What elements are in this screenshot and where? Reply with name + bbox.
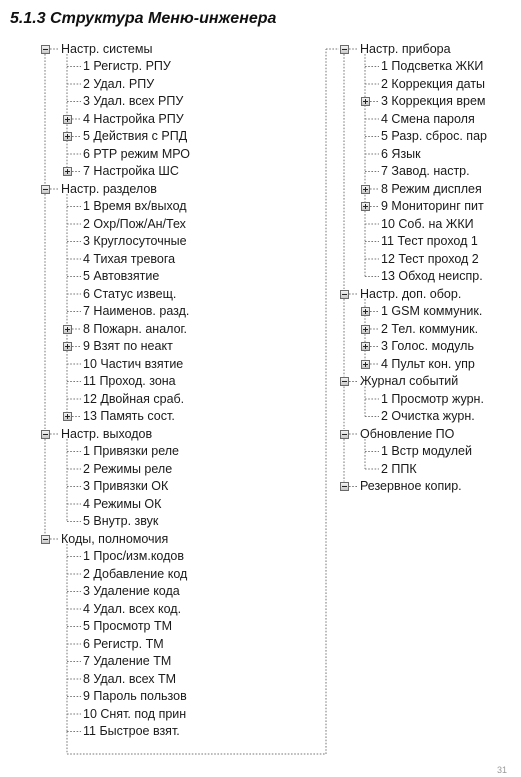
menu-item-2-очистка-журн[interactable]: 2 Очистка журн. xyxy=(381,409,475,423)
menu-group-обновление-по[interactable]: Обновление ПО xyxy=(360,426,455,441)
menu-item-4-пульт-кон-упр[interactable]: 4 Пульт кон. упр xyxy=(381,356,475,371)
expand-toggle-icon[interactable] xyxy=(63,412,72,421)
menu-item-10-снят-под-прин[interactable]: 10 Снят. под прин xyxy=(83,706,187,721)
expand-toggle-icon[interactable] xyxy=(361,360,370,369)
menu-group-резервное-копир[interactable]: Резервное копир. xyxy=(360,479,462,493)
menu-item-4-смена-пароля[interactable]: 4 Смена пароля xyxy=(381,111,475,126)
collapse-toggle-icon[interactable] xyxy=(340,290,349,299)
collapse-toggle-icon[interactable] xyxy=(41,535,50,544)
menu-item-2-коррекция-даты[interactable]: 2 Коррекция даты xyxy=(381,76,486,91)
collapse-toggle-icon[interactable] xyxy=(340,377,349,386)
menu-item-1-подсветка-жки[interactable]: 1 Подсветка ЖКИ xyxy=(381,59,484,73)
menu-item-3-удаление-кода[interactable]: 3 Удаление кода xyxy=(83,584,180,598)
menu-item-11-тест-проход-1[interactable]: 11 Тест проход 1 xyxy=(381,234,478,248)
menu-item-12-тест-проход-2[interactable]: 12 Тест проход 2 xyxy=(381,251,479,266)
menu-item-7-наименов-разд[interactable]: 7 Наименов. разд. xyxy=(83,304,190,318)
menu-item-4-режимы-ок[interactable]: 4 Режимы ОК xyxy=(83,496,162,511)
menu-item-3-привязки-ок[interactable]: 3 Привязки ОК xyxy=(83,479,169,493)
expand-toggle-icon[interactable] xyxy=(63,325,72,334)
section-heading: 5.1.3 Структура Меню-инженера xyxy=(10,10,277,27)
menu-item-9-пароль-пользов[interactable]: 9 Пароль пользов xyxy=(83,689,187,703)
menu-item-13-обход-неиспр[interactable]: 13 Обход неиспр. xyxy=(381,269,483,283)
menu-item-2-ппк[interactable]: 2 ППК xyxy=(381,461,417,476)
menu-item-4-удал-всех-код[interactable]: 4 Удал. всех код. xyxy=(83,601,182,616)
menu-item-9-взят-по-неакт[interactable]: 9 Взят по неакт xyxy=(83,339,173,353)
menu-item-5-разр-сброс-пар[interactable]: 5 Разр. сброс. пар xyxy=(381,129,487,143)
expand-toggle-icon[interactable] xyxy=(63,167,72,176)
menu-item-8-режим-дисплея[interactable]: 8 Режим дисплея xyxy=(381,181,482,196)
menu-item-1-время-вх-выход[interactable]: 1 Время вх/выход xyxy=(83,199,187,213)
menu-item-7-удаление-тм[interactable]: 7 Удаление ТМ xyxy=(83,654,172,668)
expand-toggle-icon[interactable] xyxy=(63,342,72,351)
menu-group-журнал-событий[interactable]: Журнал событий xyxy=(360,374,459,388)
menu-item-1-gsm-коммуник[interactable]: 1 GSM коммуник. xyxy=(381,304,483,318)
menu-item-6-регистр-тм[interactable]: 6 Регистр. ТМ xyxy=(83,636,164,651)
expand-toggle-icon[interactable] xyxy=(361,185,370,194)
collapse-toggle-icon[interactable] xyxy=(340,430,349,439)
menu-item-11-быстрое-взят[interactable]: 11 Быстрое взят. xyxy=(83,724,180,738)
menu-item-1-просмотр-журн[interactable]: 1 Просмотр журн. xyxy=(381,391,484,406)
menu-item-5-внутр-звук[interactable]: 5 Внутр. звук xyxy=(83,514,159,528)
menu-item-6-статус-извещ[interactable]: 6 Статус извещ. xyxy=(83,286,177,301)
expand-toggle-icon[interactable] xyxy=(361,342,370,351)
menu-item-4-настройка-рпу[interactable]: 4 Настройка РПУ xyxy=(83,111,184,126)
menu-item-13-память-сост[interactable]: 13 Память сост. xyxy=(83,409,175,423)
menu-item-1-прос-изм-кодов[interactable]: 1 Прос/изм.кодов xyxy=(83,549,184,563)
menu-item-11-проход-зона[interactable]: 11 Проход. зона xyxy=(83,374,176,388)
menu-group-настр-выходов[interactable]: Настр. выходов xyxy=(61,426,153,441)
menu-item-5-действия-с-рпд[interactable]: 5 Действия с РПД xyxy=(83,129,188,143)
menu-item-1-регистр-рпу[interactable]: 1 Регистр. РПУ xyxy=(83,59,171,73)
menu-item-8-пожарн-аналог[interactable]: 8 Пожарн. аналог. xyxy=(83,321,188,336)
menu-group-коды-полномочия[interactable]: Коды, полномочия xyxy=(61,531,169,546)
menu-item-6-язык[interactable]: 6 Язык xyxy=(381,146,421,161)
menu-item-1-привязки-реле[interactable]: 1 Привязки реле xyxy=(83,444,180,458)
menu-item-7-настройка-шс[interactable]: 7 Настройка ШС xyxy=(83,164,179,178)
menu-item-7-завод-настр[interactable]: 7 Завод. настр. xyxy=(381,164,470,178)
collapse-toggle-icon[interactable] xyxy=(340,45,349,54)
expand-toggle-icon[interactable] xyxy=(63,115,72,124)
menu-group-настр-прибора[interactable]: Настр. прибора xyxy=(360,41,451,56)
menu-item-9-мониторинг-пит[interactable]: 9 Мониторинг пит xyxy=(381,199,484,213)
menu-item-10-частич-взятие[interactable]: 10 Частич взятие xyxy=(83,356,184,371)
menu-item-8-удал-всех-тм[interactable]: 8 Удал. всех ТМ xyxy=(83,671,177,686)
collapse-toggle-icon[interactable] xyxy=(41,185,50,194)
page-number: 31 xyxy=(496,765,507,775)
expand-toggle-icon[interactable] xyxy=(63,132,72,141)
menu-item-5-просмотр-тм[interactable]: 5 Просмотр ТМ xyxy=(83,619,173,633)
menu-item-1-встр-модулей[interactable]: 1 Встр модулей xyxy=(381,444,472,458)
expand-toggle-icon[interactable] xyxy=(361,202,370,211)
expand-toggle-icon[interactable] xyxy=(361,307,370,316)
menu-item-2-тел-коммуник[interactable]: 2 Тел. коммуник. xyxy=(381,321,479,336)
menu-item-10-соб-на-жки[interactable]: 10 Соб. на ЖКИ xyxy=(381,216,474,231)
menu-item-2-охр-пож-ан-тех[interactable]: 2 Охр/Пож/Ан/Тех xyxy=(83,216,186,231)
menu-group-настр-системы[interactable]: Настр. системы xyxy=(61,41,153,56)
menu-item-3-удал-всех-рпу[interactable]: 3 Удал. всех РПУ xyxy=(83,94,184,108)
menu-item-12-двойная-сраб[interactable]: 12 Двойная сраб. xyxy=(83,391,185,406)
menu-item-2-добавление-код[interactable]: 2 Добавление код xyxy=(83,566,188,581)
expand-toggle-icon[interactable] xyxy=(361,325,370,334)
menu-item-3-голос-модуль[interactable]: 3 Голос. модуль xyxy=(381,339,474,353)
collapse-toggle-icon[interactable] xyxy=(41,430,50,439)
menu-item-3-коррекция-врем[interactable]: 3 Коррекция врем xyxy=(381,94,486,108)
menu-item-6-ртр-режим-мро[interactable]: 6 РТР режим МРО xyxy=(83,146,191,161)
collapse-toggle-icon[interactable] xyxy=(340,482,349,491)
collapse-toggle-icon[interactable] xyxy=(41,45,50,54)
menu-item-4-тихая-тревога[interactable]: 4 Тихая тревога xyxy=(83,251,176,266)
menu-group-настр-разделов[interactable]: Настр. разделов xyxy=(61,181,157,196)
expand-toggle-icon[interactable] xyxy=(361,97,370,106)
menu-item-3-круглосуточные[interactable]: 3 Круглосуточные xyxy=(83,234,187,248)
menu-group-настр-доп-обор[interactable]: Настр. доп. обор. xyxy=(360,286,462,301)
menu-item-2-удал-рпу[interactable]: 2 Удал. РПУ xyxy=(83,76,155,91)
menu-item-5-автовзятие[interactable]: 5 Автовзятие xyxy=(83,269,160,283)
menu-item-2-режимы-реле[interactable]: 2 Режимы реле xyxy=(83,461,173,476)
